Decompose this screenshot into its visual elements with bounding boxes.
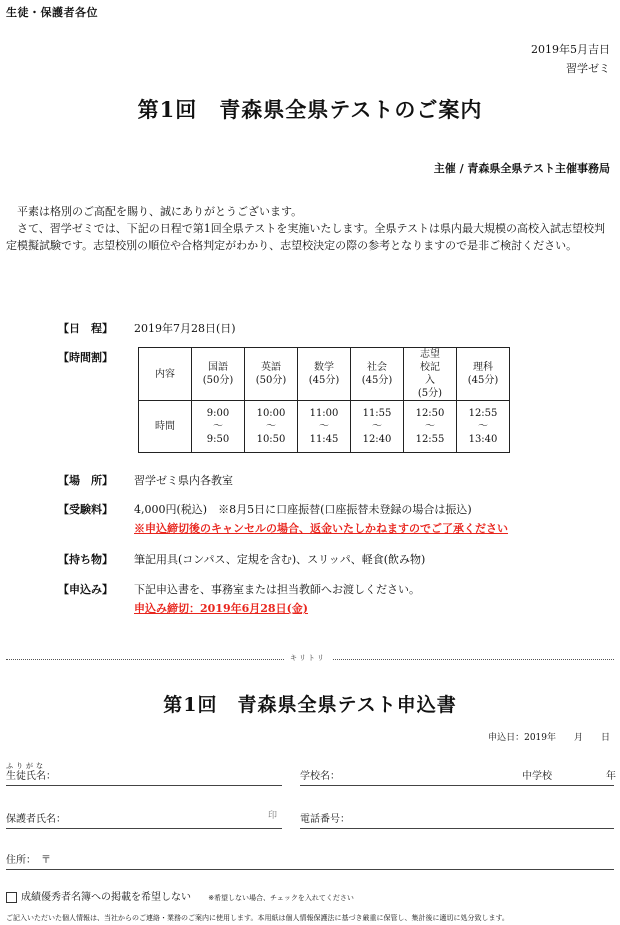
form-title: 第1回 青森県全県テスト申込書	[163, 694, 457, 716]
items-value: 筆記用具(コンパス、定規を含む)、スリッパ、軽食(飲み物)	[134, 553, 426, 566]
apply-deadline: 申込み締切：2019年6月28日(金)	[134, 602, 308, 615]
schedule-subject-row	[139, 348, 510, 401]
time-cell	[351, 401, 404, 453]
phone-label: 電話番号：	[300, 814, 350, 825]
schedule-content-header: 内容	[139, 348, 192, 401]
furigana-label: ふりがな	[6, 762, 46, 770]
schedule-label: 【時間割】	[58, 351, 113, 364]
fee-label: 【受験料】	[58, 503, 113, 516]
privacy-notice: ご記入いただいた個人情報は、当社からのご連絡・業務のご案内に使用します。本用紙は個人情報保護法に基づき厳重に保管し、集計後に適切に処分致します。	[6, 914, 509, 922]
guardian-name-label: 保護者氏名：	[6, 814, 66, 825]
grade-label: 年	[606, 771, 616, 782]
sender-name: 習学ゼミ	[566, 62, 610, 75]
schedule-time-header: 時間	[139, 401, 192, 453]
time-tilde: 〜	[372, 421, 382, 432]
phone-field[interactable]	[300, 812, 614, 829]
intro-text	[6, 203, 612, 254]
time-end: 12:40	[362, 434, 392, 445]
issue-date: 2019年5月吉日	[531, 43, 610, 56]
time-end: 10:50	[256, 434, 286, 445]
time-cell	[404, 401, 457, 453]
opt-out-label: 成績優秀者名簿への掲載を希望しない	[21, 892, 191, 903]
time-end: 11:45	[309, 434, 339, 445]
subject-duration: (5分)	[417, 388, 443, 399]
time-start: 12:50	[415, 408, 445, 419]
time-start: 11:55	[362, 408, 392, 419]
subject-duration: (45分)	[467, 375, 499, 386]
time-tilde: 〜	[319, 421, 329, 432]
subject-duration: (45分)	[308, 375, 340, 386]
time-tilde: 〜	[478, 421, 488, 432]
date-label: 【日 程】	[58, 322, 113, 335]
page-title: 第1回 青森県全県テストのご案内	[137, 97, 483, 122]
opt-out-note: ※希望しない場合、チェックを入れてください	[208, 894, 354, 902]
fee-value: 4,000円(税込) ※8月5日に口座振替(口座振替未登録の場合は振込)	[134, 503, 472, 516]
subject-cell	[298, 348, 351, 401]
junior-high-label: 中学校	[522, 771, 552, 782]
ranking-opt-out[interactable]	[6, 888, 354, 903]
cut-label: キリトリ	[284, 653, 332, 663]
place-label: 【場 所】	[58, 474, 113, 487]
place-value: 習学ゼミ県内各教室	[134, 474, 233, 487]
school-name-field[interactable]	[300, 769, 614, 786]
items-label: 【持ち物】	[58, 553, 113, 566]
address-label: 住所： 〒	[6, 855, 51, 866]
apply-value: 下記申込書を、事務室または担当教師へお渡しください。	[134, 583, 420, 596]
time-cell	[192, 401, 245, 453]
subject-name: 数学	[314, 362, 334, 373]
time-start: 12:55	[468, 408, 498, 419]
time-start: 9:00	[206, 408, 230, 419]
time-cell	[245, 401, 298, 453]
issue-info	[531, 40, 610, 78]
subject-cell	[192, 348, 245, 401]
subject-name: 理科	[473, 362, 493, 373]
time-cell	[298, 401, 351, 453]
subject-cell	[245, 348, 298, 401]
subject-cell	[404, 348, 457, 401]
subject-duration: (45分)	[361, 375, 393, 386]
time-end: 13:40	[468, 434, 498, 445]
subject-name: 志望校記入	[420, 349, 440, 386]
schedule-time-row	[139, 401, 510, 453]
time-tilde: 〜	[425, 421, 435, 432]
time-tilde: 〜	[266, 421, 276, 432]
date-value: 2019年7月28日(日)	[134, 322, 236, 335]
guardian-name-field[interactable]	[6, 812, 282, 829]
schedule-table	[138, 347, 510, 453]
apply-label: 【申込み】	[58, 583, 113, 596]
time-cell	[457, 401, 510, 453]
time-start: 10:00	[256, 408, 286, 419]
time-end: 12:55	[415, 434, 445, 445]
time-tilde: 〜	[213, 421, 223, 432]
student-name-field[interactable]	[6, 769, 282, 786]
subject-name: 国語	[208, 362, 228, 373]
subject-duration: (50分)	[202, 375, 234, 386]
opt-out-checkbox[interactable]	[6, 892, 17, 903]
intro-paragraph-2: さて、習学ゼミでは、下記の日程で第1回全県テストを実施いたします。全県テストは県内最大規模の高校入試志望校判定模擬試験です。志望校別の順位や合格判定がわかり、志望校決定の際の参考となりますので是非ご検討ください。	[6, 222, 606, 252]
host-line: 主催 / 青森県全県テスト主催事務局	[433, 162, 610, 175]
school-name-label: 学校名：	[300, 771, 340, 782]
fee-cancel-note: ※申込締切後のキャンセルの場合、返金いたしかねますのでご了承ください	[134, 522, 508, 535]
student-name-label: 生徒氏名：	[6, 771, 56, 782]
seal-mark: 印	[268, 811, 278, 821]
time-start: 11:00	[309, 408, 339, 419]
intro-paragraph-1: 平素は格別のご高配を賜り、誠にありがとうございます。	[17, 205, 303, 218]
subject-name: 社会	[367, 362, 387, 373]
address-field[interactable]	[6, 853, 614, 870]
time-end: 9:50	[206, 434, 230, 445]
subject-cell	[457, 348, 510, 401]
subject-cell	[351, 348, 404, 401]
form-date: 申込日：2019年 月 日	[488, 733, 610, 743]
subject-duration: (50分)	[255, 375, 287, 386]
subject-name: 英語	[261, 362, 281, 373]
addressee: 生徒・保護者各位	[6, 6, 98, 19]
